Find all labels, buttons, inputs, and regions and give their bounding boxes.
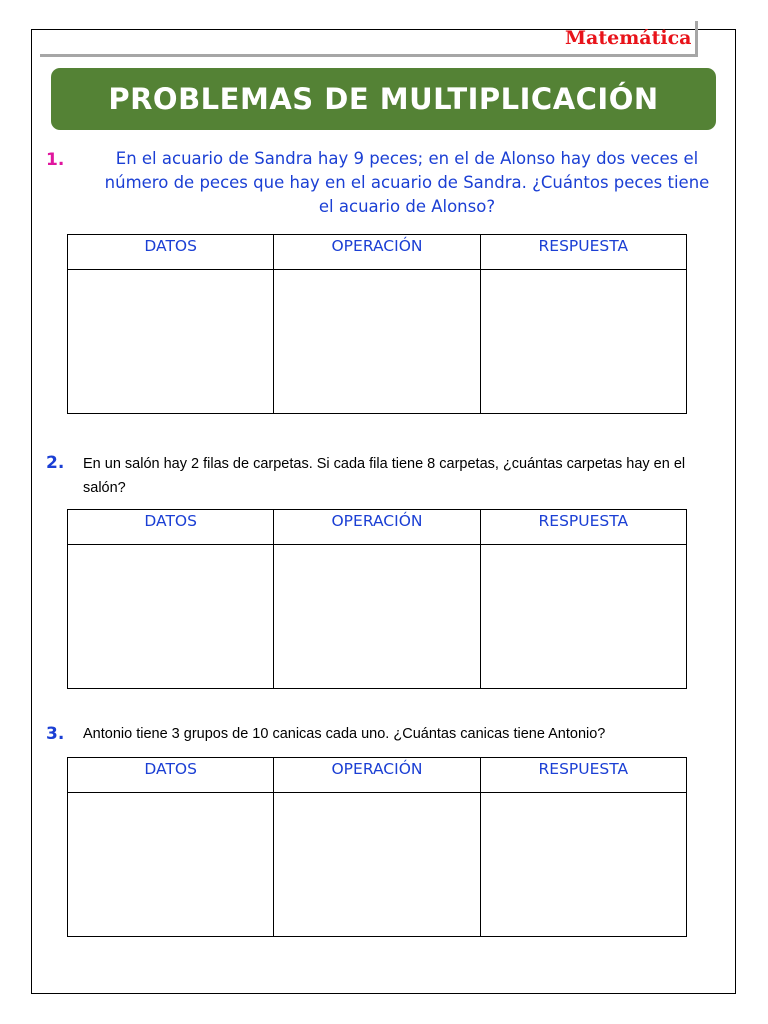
answer-table-3 [67,757,687,937]
operacion-answer-cell[interactable] [274,270,480,414]
header-respuesta: RESPUESTA [480,758,686,793]
header-rule [40,54,697,57]
header-respuesta: RESPUESTA [480,510,686,545]
header-operacion: OPERACIÓN [274,758,480,793]
subject-label: Matemática [565,27,692,49]
title-banner [51,68,716,130]
operacion-answer-cell[interactable] [274,793,480,937]
respuesta-answer-cell[interactable] [480,545,686,689]
header-operacion: OPERACIÓN [274,235,480,270]
problem-2-number: 2. [46,453,65,473]
problem-3-text: Antonio tiene 3 grupos de 10 canicas cada uno. ¿Cuántas canicas tiene Antonio? [83,726,606,742]
page-title: PROBLEMAS DE MULTIPLICACIÓN [108,82,659,116]
header-datos: DATOS [68,235,274,270]
problem-1-text: En el acuario de Sandra hay 9 peces; en el de Alonso hay dos veces el número de peces que hay en el acuario de Sandra. ¿Cuántos peces tiene el acuario de Alonso? [104,149,710,216]
datos-answer-cell[interactable] [68,270,274,414]
header-respuesta: RESPUESTA [480,235,686,270]
header-operacion: OPERACIÓN [274,510,480,545]
problem-3-number: 3. [46,724,65,744]
answer-table-1 [67,234,687,414]
problem-1-number: 1. [46,150,65,170]
problem-2-text: En un salón hay 2 filas de carpetas. Si cada fila tiene 8 carpetas, ¿cuántas carpetas hay en el salón? [83,456,686,496]
datos-answer-cell[interactable] [68,545,274,689]
respuesta-answer-cell[interactable] [480,793,686,937]
answer-table-2 [67,509,687,689]
datos-answer-cell[interactable] [68,793,274,937]
header-divider [695,21,698,57]
header-datos: DATOS [68,510,274,545]
header-datos: DATOS [68,758,274,793]
respuesta-answer-cell[interactable] [480,270,686,414]
operacion-answer-cell[interactable] [274,545,480,689]
